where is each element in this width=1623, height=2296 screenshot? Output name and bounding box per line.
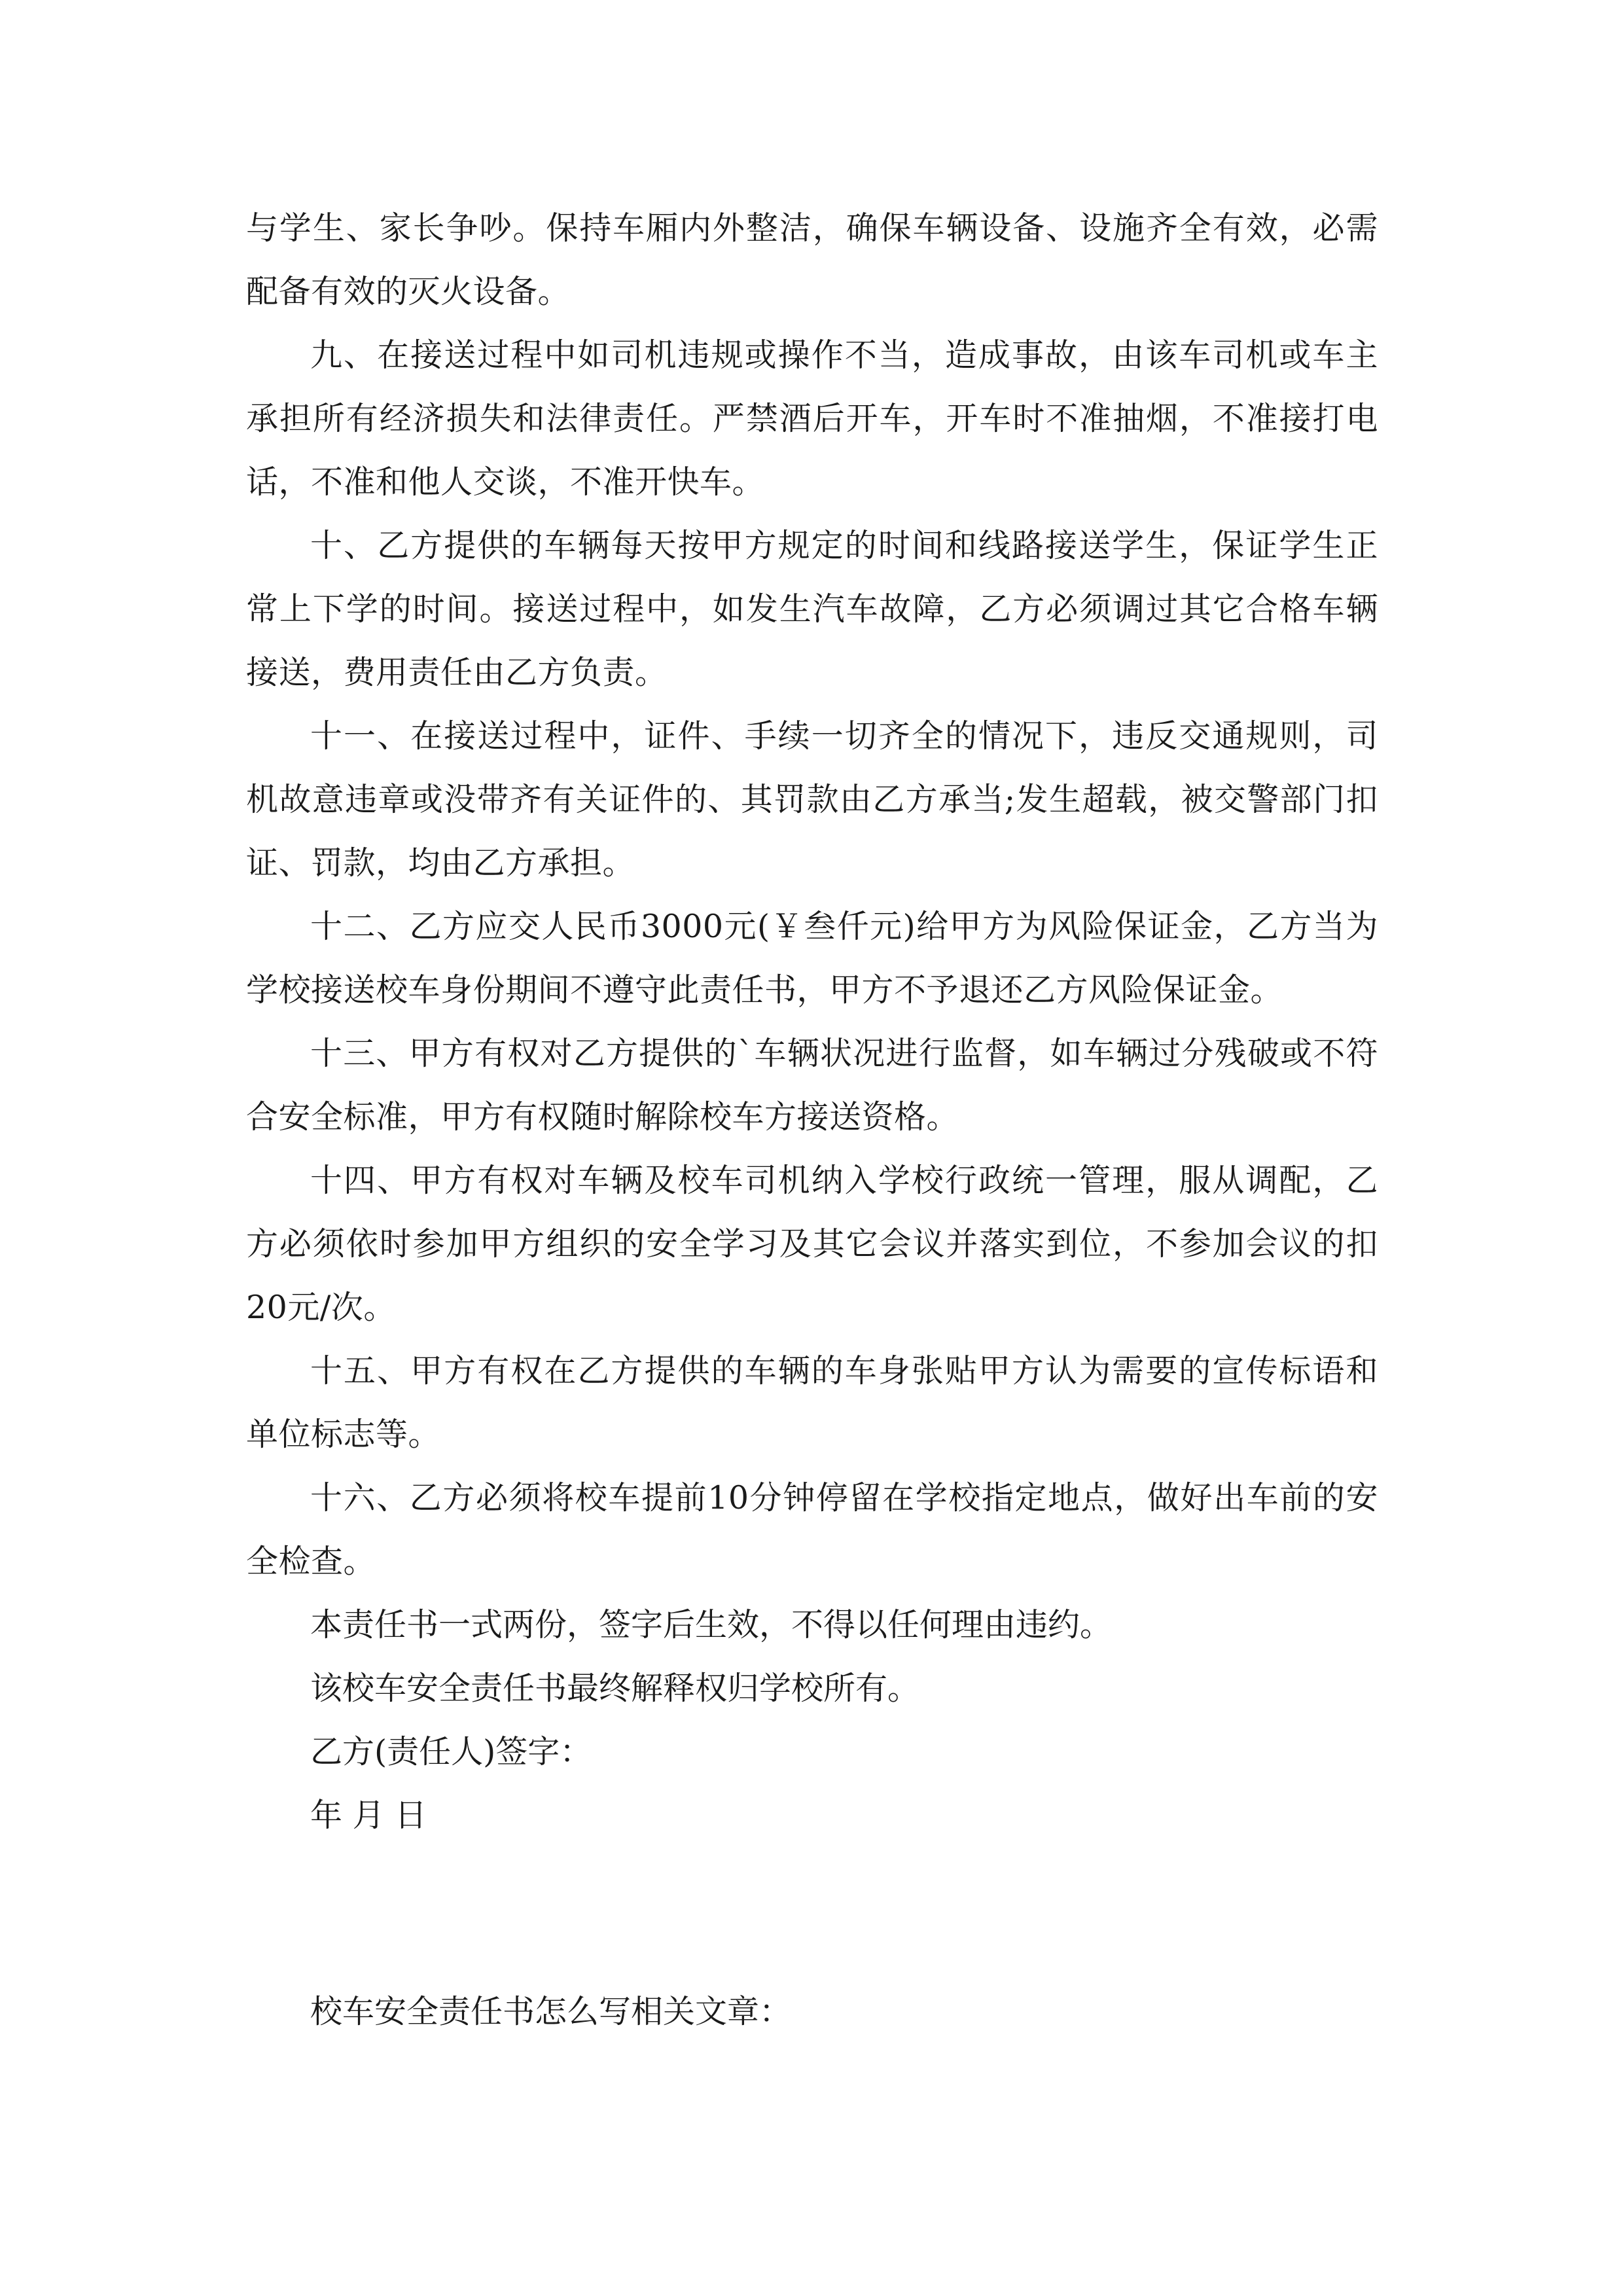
paragraph-11: 十一、在接送过程中，证件、手续一切齐全的情况下，违反交通规则，司机故意违章或没带齐有关证件的、其罚款由乙方承当;发生超载，被交警部门扣证、罚款，均由乙方承担。 [246,717,1378,882]
paragraph-14: 十四、甲方有权对车辆及校车司机纳入学校行政统一管理，服从调配，乙方必须依时参加甲方组织的安全学习及其它会议并落实到位，不参加会议的扣20元/次。 [246,1162,1378,1326]
paragraph-8-continuation: 与学生、家长争吵。保持车厢内外整洁，确保车辆设备、设施齐全有效，必需配备有效的灭火设备。 [246,209,1378,310]
date-line: 年 月 日 [310,1797,427,1834]
blank-space [246,1847,1378,1980]
copies-statement: 本责任书一式两份，签字后生效，不得以任何理由违约。 [310,1606,1113,1643]
paragraph-13: 十三、甲方有权对乙方提供的`车辆状况进行监督，如车辆过分残破或不符合安全标准，甲方有权随时解除校车方接送资格。 [246,1035,1378,1136]
paragraph-9: 九、在接送过程中如司机违规或操作不当，造成事故，由该车司机或车主承担所有经济损失和法律责任。严禁酒后开车，开车时不准抽烟，不准接打电话，不准和他人交谈，不准开快车。 [246,336,1378,501]
paragraph-16: 十六、乙方必须将校车提前10分钟停留在学校指定地点，做好出车前的安全检查。 [246,1479,1378,1580]
interpretation-statement: 该校车安全责任书最终解释权归学校所有。 [310,1670,920,1707]
signature-line: 乙方(责任人)签字： [310,1733,592,1770]
paragraph-15: 十五、甲方有权在乙方提供的车辆的车身张贴甲方认为需要的宣传标语和单位标志等。 [246,1352,1378,1453]
document-body [246,196,1378,2043]
paragraph-12: 十二、乙方应交人民币3000元(￥叁仟元)给甲方为风险保证金，乙方当为学校接送校车身份期间不遵守此责任书，甲方不予退还乙方风险保证金。 [246,908,1378,1009]
paragraph-10: 十、乙方提供的车辆每天按甲方规定的时间和线路接送学生，保证学生正常上下学的时间。接送过程中，如发生汽车故障，乙方必须调过其它合格车辆接送，费用责任由乙方负责。 [246,527,1378,691]
related-articles-heading: 校车安全责任书怎么写相关文章： [310,1993,792,2030]
